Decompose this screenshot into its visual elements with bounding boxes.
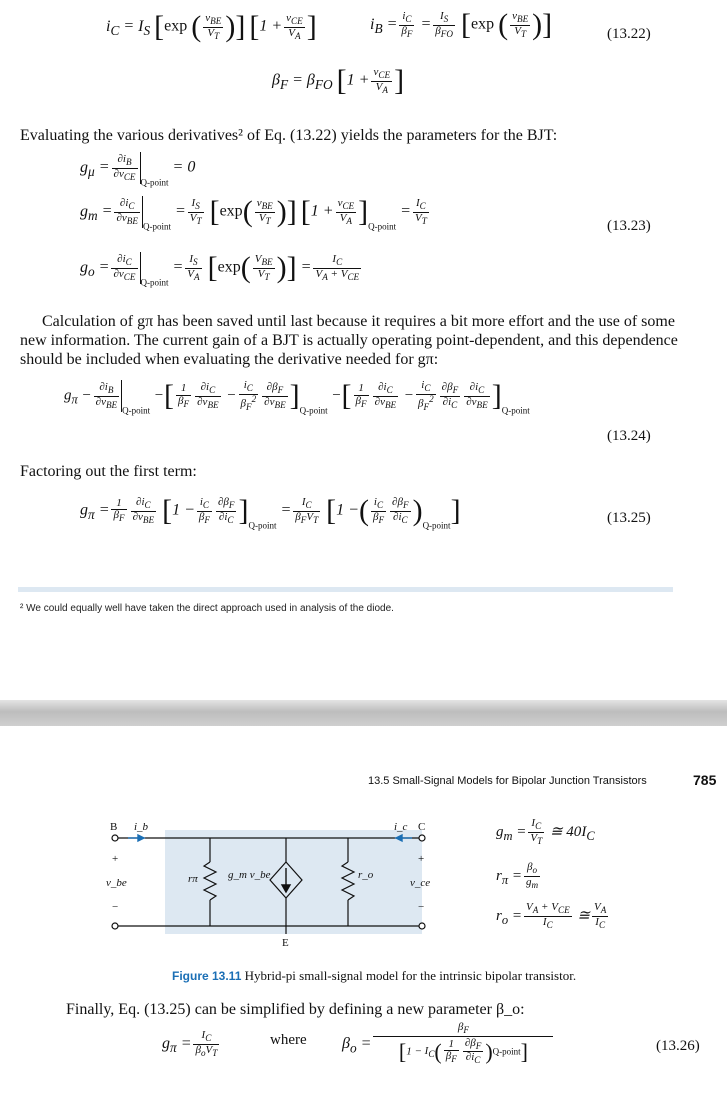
minus-left: − [112,901,119,913]
side-eq-ro: $r_o$ = $\frac{V_A + V_{CE}}{I_C}$ ≅ $\frac{V_A}{I_C}$ [496,901,607,930]
minus-right: − [418,901,425,913]
eq-g-o: $g_o$ = $\frac{\partial i_C}{\partial v_{CE}}$ $_{Q-point}$ = $\frac{I_S}{V_A}$ [exp( $\frac{V_{BE}}{V_T}$ )] = $\frac{I_C}{V_A + V_{CE}}$ [80,251,360,288]
label-vbe: v_be [106,877,127,889]
intro-text: Evaluating the various derivatives² of Eq. (13.22) yields the parameters for the BJT: [20,127,558,144]
page-2 [0,726,727,1102]
label-b: B [110,821,118,833]
page-number: 785 [693,772,717,788]
footnote: ² We could equally well have taken the direct approach used in analysis of the diode. [20,603,394,614]
label-c: C [418,821,426,833]
factor-text: Factoring out the first term: [20,463,197,480]
eq-g-mu: $g_\mu$ = $\frac{\partial i_B}{\partial v_{CE}}$ $_{Q-point}$ = 0 [80,152,196,188]
label-e: E [282,937,289,949]
eq-g-m: $g_m$ = $\frac{\partial i_C}{\partial v_{BE}}$ $_{Q-point}$ = $\frac{I_S}{V_T}$ [exp( $\frac{v_{BE}}{V_T}$ )] [1 + $\frac{v_{CE}}{V_A}$ ]$_{Q-point}$ = $\frac{I_C}{V_T}$ [80,195,427,232]
eq-13-22-right: $i_B$ = $\frac{i_C}{\beta_F}$ = $\frac{I_S}{\beta_{FO}}$ [exp ( $\frac{v_{BE}}{V_T}$ )] [370,8,553,41]
circuit-background [165,830,425,934]
caption-label: Figure 13.11 [172,969,242,983]
footnote-divider [18,587,673,592]
label-source: g_m v_be [228,869,271,881]
eq-where: where [270,1032,307,1048]
eq-13-26-left: $g_\pi$ = $\frac{I_C}{\beta_oV_T}$ [162,1029,218,1058]
eq-13-24: $g_\pi$ − $\frac{\partial i_B}{\partial v_{BE}}$ $_{Q-point}$ −[ $\frac{1}{\beta_F}$ $\frac{\partial i_C}{\partial v_{BE}}$ − $\frac{i_C}{\beta_F^2}$ $\frac{\partial\beta_F}{\partial v_{BE}}$ ]$_{Q-point}$ −[ $\frac{1}{\beta_F}$ $\frac{\partial i_C}{\partial v_{BE}}$ − $\frac{i_C}{\beta_F^2}$ $\frac{\partial\beta_F}{\partial i_C}$ $\frac{\partial i_C}{\partial v_{BE}}$ ]$_{Q-point}$ [64,379,530,416]
terminal-b [112,835,118,841]
eq-beta-f: $\beta_F = \beta_{FO}$ [1 + $\frac{v_{CE}}{V_A}$ ] [272,64,405,97]
label-ro: r_o [358,869,374,881]
eq-13-26-number: (13.26) [656,1038,700,1054]
page-gap [0,700,727,726]
side-eq-rpi: $r_\pi$ = $\frac{\beta_o}{g_m}$ [496,861,539,890]
eq-13-22-left: $i_C = I_S$ [exp ( $\frac{v_{BE}}{V_T}$ )] [1 + $\frac{v_{CE}}{V_A}$ ] [106,10,317,43]
plus-left: + [112,853,119,865]
eq-13-22-number: (13.22) [607,26,651,42]
eq-13-26-right: $\beta_o$ = $\beta_F$ [$1 - I_C$( $\frac{1}{\beta_F}$ $\frac{\partial\beta_F}{\partial i_C}$ )Q-point] [342,1022,555,1067]
running-header: 13.5 Small-Signal Models for Bipolar Junction Transistors [368,775,647,787]
terminal-c [419,835,425,841]
label-ic: i_c [394,821,408,833]
label-vce: v_ce [410,877,430,889]
terminal-c-ground [419,923,425,929]
ib-arrow-head [138,835,144,841]
eq-13-24-number: (13.24) [607,428,651,444]
side-eq-gm: $g_m$ = $\frac{I_C}{V_T}$ ≅ $40I_C$ [496,817,595,846]
plus-right: + [418,853,425,865]
caption-text: Hybrid-pi small-signal model for the intrinsic bipolar transistor. [244,968,577,983]
final-text: Finally, Eq. (13.25) can be simplified by defining a new parameter β_o: [66,1001,525,1018]
eq-13-25-number: (13.25) [607,510,651,526]
figure-caption [172,968,576,984]
eq-13-23-number: (13.23) [607,218,651,234]
eq-13-25: $g_\pi$ = $\frac{1}{\beta_F}$ $\frac{\partial i_C}{\partial v_{BE}}$ [1 − $\frac{i_C}{\beta_F}$ $\frac{\partial\beta_F}{\partial i_C}$ ]$_{Q-point}$ = $\frac{I_C}{\beta_FV_T}$ [1 −( $\frac{i_C}{\beta_F}$ $\frac{\partial\beta_F}{\partial i_C}$ )$_{Q-point}$] [80,494,461,531]
hybrid-pi-circuit [100,818,430,954]
label-rpi: rπ [188,873,198,885]
label-ib: i_b [134,821,149,833]
calc-text: Calculation of gπ has been saved until last because it requires a bit more effort and the use of some new information. The current gain of a BJT is actually operating point-dependent, and this dependence should be included when evaluating the derivative needed for gπ: [20,313,678,368]
terminal-b-ground [112,923,118,929]
